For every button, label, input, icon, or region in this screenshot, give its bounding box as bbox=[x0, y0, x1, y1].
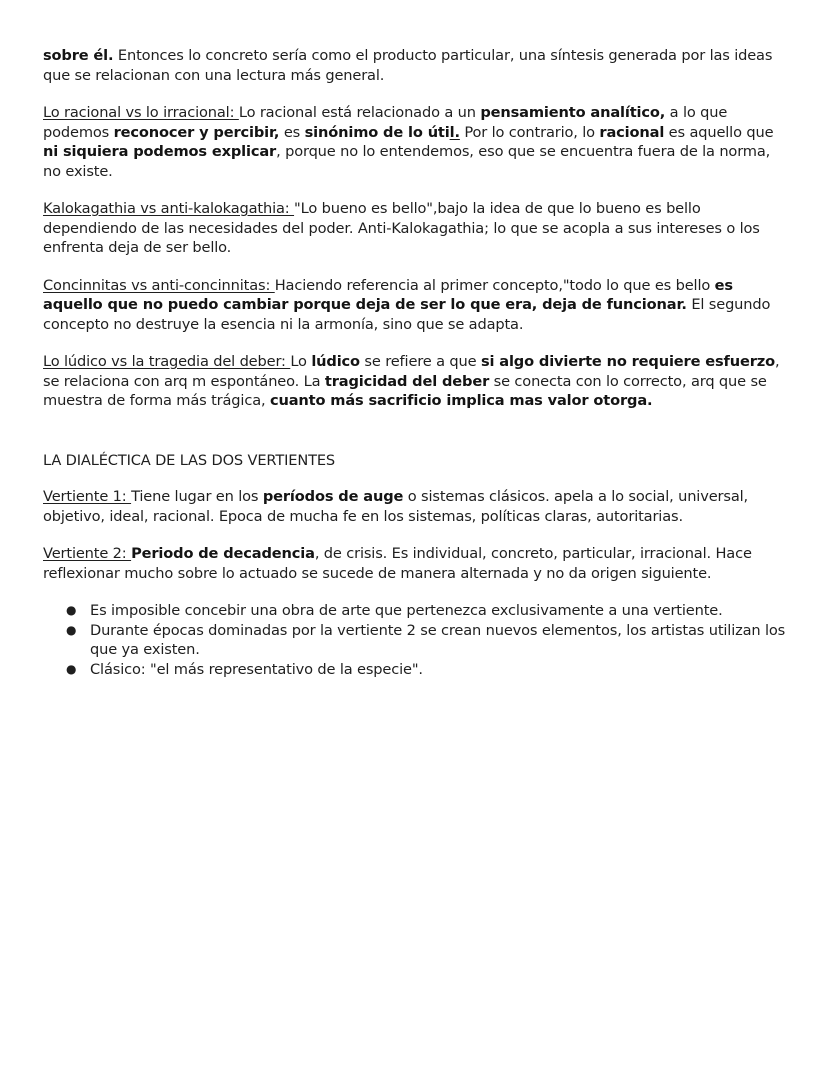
bullet-icon: ● bbox=[66, 622, 77, 637]
body-text: "Lo bueno es bello",bajo la idea de que lo bueno es bello dependiendo de las necesidades del poder. Anti-Kalokagathia; lo que se acopla a sus intereses o los enfrenta deja de ser bello. bbox=[43, 200, 760, 256]
bold-text: cuanto más sacrificio implica mas valor otorga. bbox=[269, 392, 653, 409]
body-text: Tiene lugar en los bbox=[131, 488, 263, 505]
bold-underlined-text: l. bbox=[449, 123, 460, 141]
bullet-list bbox=[43, 601, 788, 679]
document-page bbox=[43, 46, 788, 679]
underlined-title: Lo lúdico vs la tragedia del deber: bbox=[43, 353, 291, 370]
bold-text: racional bbox=[599, 123, 665, 141]
body-text: Lo bbox=[290, 353, 312, 370]
body-text: se refiere a que bbox=[359, 353, 481, 370]
bold-text: reconocer y percibir, bbox=[113, 123, 280, 141]
underlined-title: Vertiente 1: bbox=[43, 488, 132, 505]
body-text: es aquello que bbox=[664, 123, 774, 141]
list-item-text: Durante épocas dominadas por la vertiente 2 se crean nuevos elementos, los artistas utilizan los que ya existen. bbox=[90, 621, 786, 658]
paragraph-kalokagathia bbox=[43, 199, 788, 258]
paragraph-racional bbox=[43, 103, 788, 181]
body-text: Haciendo referencia al primer concepto,"todo lo que es bello bbox=[274, 276, 715, 294]
paragraph-vertiente-1 bbox=[43, 487, 788, 526]
body-text: o sistemas clásicos. apela a lo social, universal, objetivo, ideal, racional. Epoca de mucha fe en los sistemas, políticas claras, autoritarias. bbox=[43, 488, 749, 525]
list-item bbox=[66, 660, 788, 680]
body-text: Lo racional está relacionado a un bbox=[238, 104, 481, 121]
bold-text: ni siquiera podemos explicar bbox=[43, 143, 277, 160]
body-text: , porque no lo entendemos, eso que se encuentra fuera de la norma, no existe. bbox=[43, 143, 771, 180]
bold-text: sobre él. bbox=[43, 47, 114, 64]
underlined-title: Concinnitas vs anti-concinnitas: bbox=[43, 276, 275, 294]
bullet-icon: ● bbox=[66, 661, 77, 676]
underlined-title: Vertiente 2: bbox=[43, 545, 132, 562]
list-item bbox=[66, 601, 788, 621]
body-text: a lo que podemos bbox=[43, 104, 728, 141]
bold-text: pensamiento analítico, bbox=[480, 104, 666, 121]
paragraph-concreto bbox=[43, 46, 788, 85]
body-text: se conecta con lo correcto, arq que se muestra de forma más trágica, bbox=[43, 372, 767, 409]
body-text: es bbox=[279, 123, 305, 141]
body-text: Entonces lo concreto sería como el producto particular, una síntesis generada por las ideas que se relacionan con una lectura más general. bbox=[43, 47, 773, 84]
underlined-title: Lo racional vs lo irracional: bbox=[43, 104, 239, 121]
list-item-text: Es imposible concebir una obra de arte que pertenezca exclusivamente a una vertiente. bbox=[90, 602, 723, 619]
list-item-text: Clásico: "el más representativo de la especie". bbox=[90, 660, 423, 678]
paragraph-ludico bbox=[43, 352, 788, 411]
bold-text: tragicidad del deber bbox=[324, 372, 490, 390]
bold-text: es aquello que no puedo cambiar porque deja de ser lo que era, deja de funcionar. bbox=[43, 276, 733, 313]
bold-text: períodos de auge bbox=[262, 488, 404, 505]
body-text: El segundo concepto no destruye la esencia ni la armonía, sino que se adapta. bbox=[43, 296, 771, 333]
bold-text: Periodo de decadencia bbox=[131, 545, 315, 562]
paragraph-vertiente-2 bbox=[43, 544, 788, 583]
paragraph-concinnitas bbox=[43, 276, 788, 335]
bold-text: lúdico bbox=[311, 353, 360, 370]
bold-text: si algo divierte no requiere esfuerzo bbox=[480, 353, 776, 370]
bullet-icon: ● bbox=[66, 603, 77, 617]
section-heading: LA DIALÉCTICA DE LAS DOS VERTIENTES bbox=[43, 451, 336, 469]
body-text: Por lo contrario, lo bbox=[459, 123, 600, 141]
bold-text: sinónimo de lo úti bbox=[304, 123, 450, 141]
body-text: , de crisis. Es individual, concreto, particular, irracional. Hace reflexionar mucho sobre lo actuado se sucede de manera alternada y no da origen siguiente. bbox=[43, 545, 752, 582]
body-text: , se relaciona con arq m espontáneo. La bbox=[43, 353, 780, 390]
underlined-title: Kalokagathia vs anti-kalokagathia: bbox=[43, 200, 295, 217]
list-item bbox=[66, 621, 788, 660]
